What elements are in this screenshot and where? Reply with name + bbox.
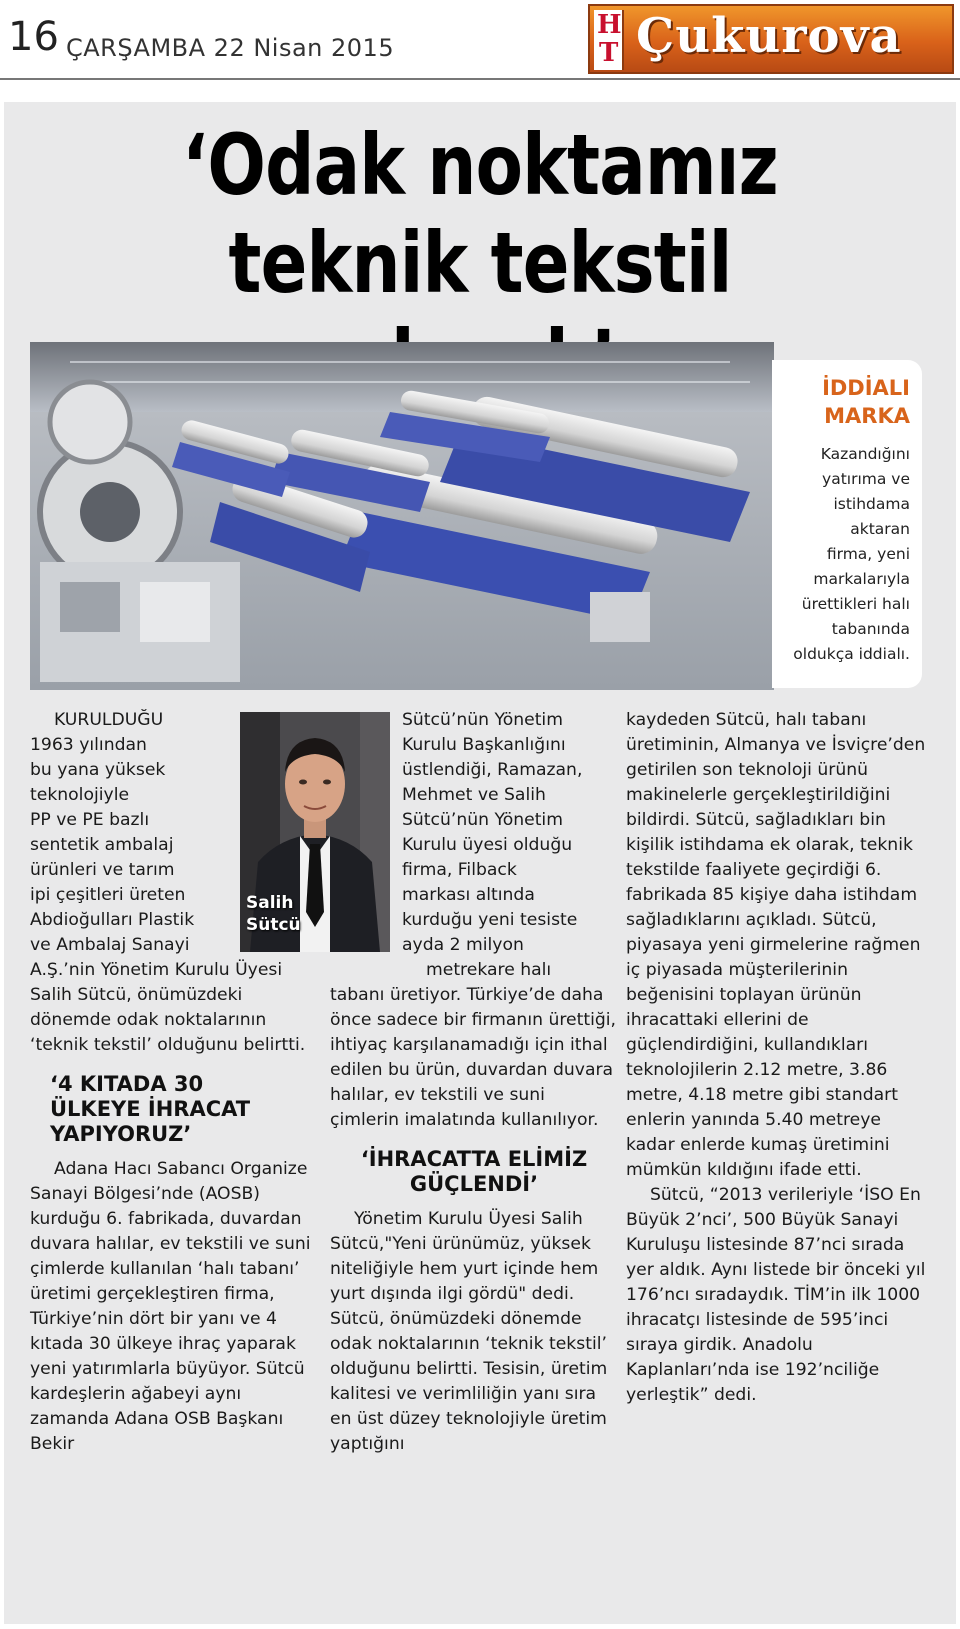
page-number: 16 [8, 14, 59, 60]
subheading-4-kitada: ‘4 KITADA 30 ÜLKEYE İHRACAT YAPIYORUZ’ [50, 1072, 251, 1146]
page-header [0, 0, 960, 80]
col3-paragraph-2: Sütcü, “2013 verileriyle ‘İSO En Büyük 2’nci’, 500 Büyük Sanayi Kuruluşu listesinde 87’nci sırada yer aldık. Aynı listede bir önceki yıl 176’ncı sıradaydık. TİM’in ilk 1000 ihracatçı listesinde de 595’inci sıraya girdik. Anadolu Kaplanları’nda ise 192’nciliğe yerleştik” dedi. [626, 1185, 926, 1405]
side-box-iddiali-marka [772, 360, 922, 688]
issue-date: ÇARŞAMBA 22 Nisan 2015 [66, 34, 395, 62]
newspaper-logo [588, 4, 954, 74]
article-column-3 [626, 708, 934, 1408]
portrait-caption: Salih Sütcü [246, 893, 301, 935]
col2-paragraph-1-rest: tabanı üretiyor. Türkiye’de daha önce sadece bir firmanın ürettiği, ihtiyaç karşılanamadığı için ithal edilen bu ürün, duvardan duvara halılar, ev tekstili ve suni çimlerin imalatında kullanılıyor. [330, 985, 617, 1130]
col2-lead-lines: Sütcü’nün Yönetim Kurulu Başkanlığını üstlendiği, Ramazan, Mehmet ve Salih Sütcü’nün Yönetim Kurulu üyesi olduğu firma, Filback markası altında kurduğu yeni tesiste ayda 2 milyon metrekare halı [402, 710, 583, 980]
col1-paragraph-2: Adana Hacı Sabancı Organize Sanayi Bölgesi’nde (AOSB) kurduğu 6. fabrikada, duvardan duvara halılar, ev tekstili ve suni çimlerde kullanılan ‘halı tabanı’ üretimi gerçekleştiren firma, Türkiye’nin dört bir yanı ve 4 kıtada 30 ülkeye ihraç yaparak yeni yatırımlarla büyüyor. Sütcü kardeşlerin ağabeyi aynı zamanda Adana OSB Başkanı Bekir [30, 1159, 311, 1454]
col1-paragraph-1-rest: A.Ş.’nin Yönetim Kurulu Üyesi Salih Sütcü, önümüzdeki dönemde odak noktalarının ‘teknik tekstil’ olduğunu belirtti. [30, 960, 306, 1055]
col3-paragraph-1: kaydeden Sütcü, halı tabanı üretiminin, Almanya ve İsviçre’den getirilen son teknoloji ürünü makinelerle gerçekleştirildiğini bildirdi. Sütcü, sağladıkları bin kişilik istihdama ek olarak, teknik tekstilde faaliyete geçirdiği 6. fabrikada 85 kişiye daha istihdam sağladıklarını açıkladı. Sütcü, piyasaya yeni girmelerine rağmen iç piyasada müşterilerinin beğenisini toplayan ürünün ihracattaki ellerini de güçlendirdiğini, kullandıkları teknolojilerin 2.12 metre, 3.86 metre, 4.18 metre gibi standart enlerin yanında 5.40 metreye kadar enlerde kumaş üretimini mümkün kıldığını ifade etti. [626, 710, 926, 1180]
logo-wordmark: Çukurova [636, 8, 902, 64]
ht-logo-mark: H T [594, 10, 624, 70]
side-box-text: Kazandığını yatırıma ve istihdama aktaran firma, yeni markalarıyla ürettikleri halı tabanında oldukça iddialı. [793, 445, 910, 663]
col1-lead-lines: KURULDUĞU 1963 yılından bu yana yüksek teknolojiyle PP ve PE bazlı sentetik ambalaj ürünleri ve tarım ipi çeşitleri üreten Abdioğulları Plastik ve Ambalaj Sanayi [30, 710, 195, 955]
factory-looms-icon [30, 342, 774, 690]
article [4, 102, 956, 1624]
col2-paragraph-2: Yönetim Kurulu Üyesi Salih Sütcü,"Yeni ürünümüz, yüksek niteliğiyle hem yurt içinde hem yurt dışında ilgi gördü" dedi. Sütcü, önümüzdeki dönemde odak noktalarının ‘teknik tekstil’ olduğunu belirtti. Tesisin, üretim kalitesi ve verimliliğin yanı sıra en üst düzey teknolojiyle üretim yaptığını [330, 1209, 608, 1454]
headline: ‘Odak noktamız teknik tekstil [182, 116, 778, 312]
subheading-ihracatta-elimiz: ‘İHRACATTA ELİMİZ GÜÇLENDİ’ [360, 1147, 588, 1196]
article-column-1 [30, 708, 314, 1457]
side-box-title: İDDİALI MARKA [822, 376, 910, 428]
factory-photo [30, 342, 774, 690]
article-column-2 [330, 708, 618, 1457]
